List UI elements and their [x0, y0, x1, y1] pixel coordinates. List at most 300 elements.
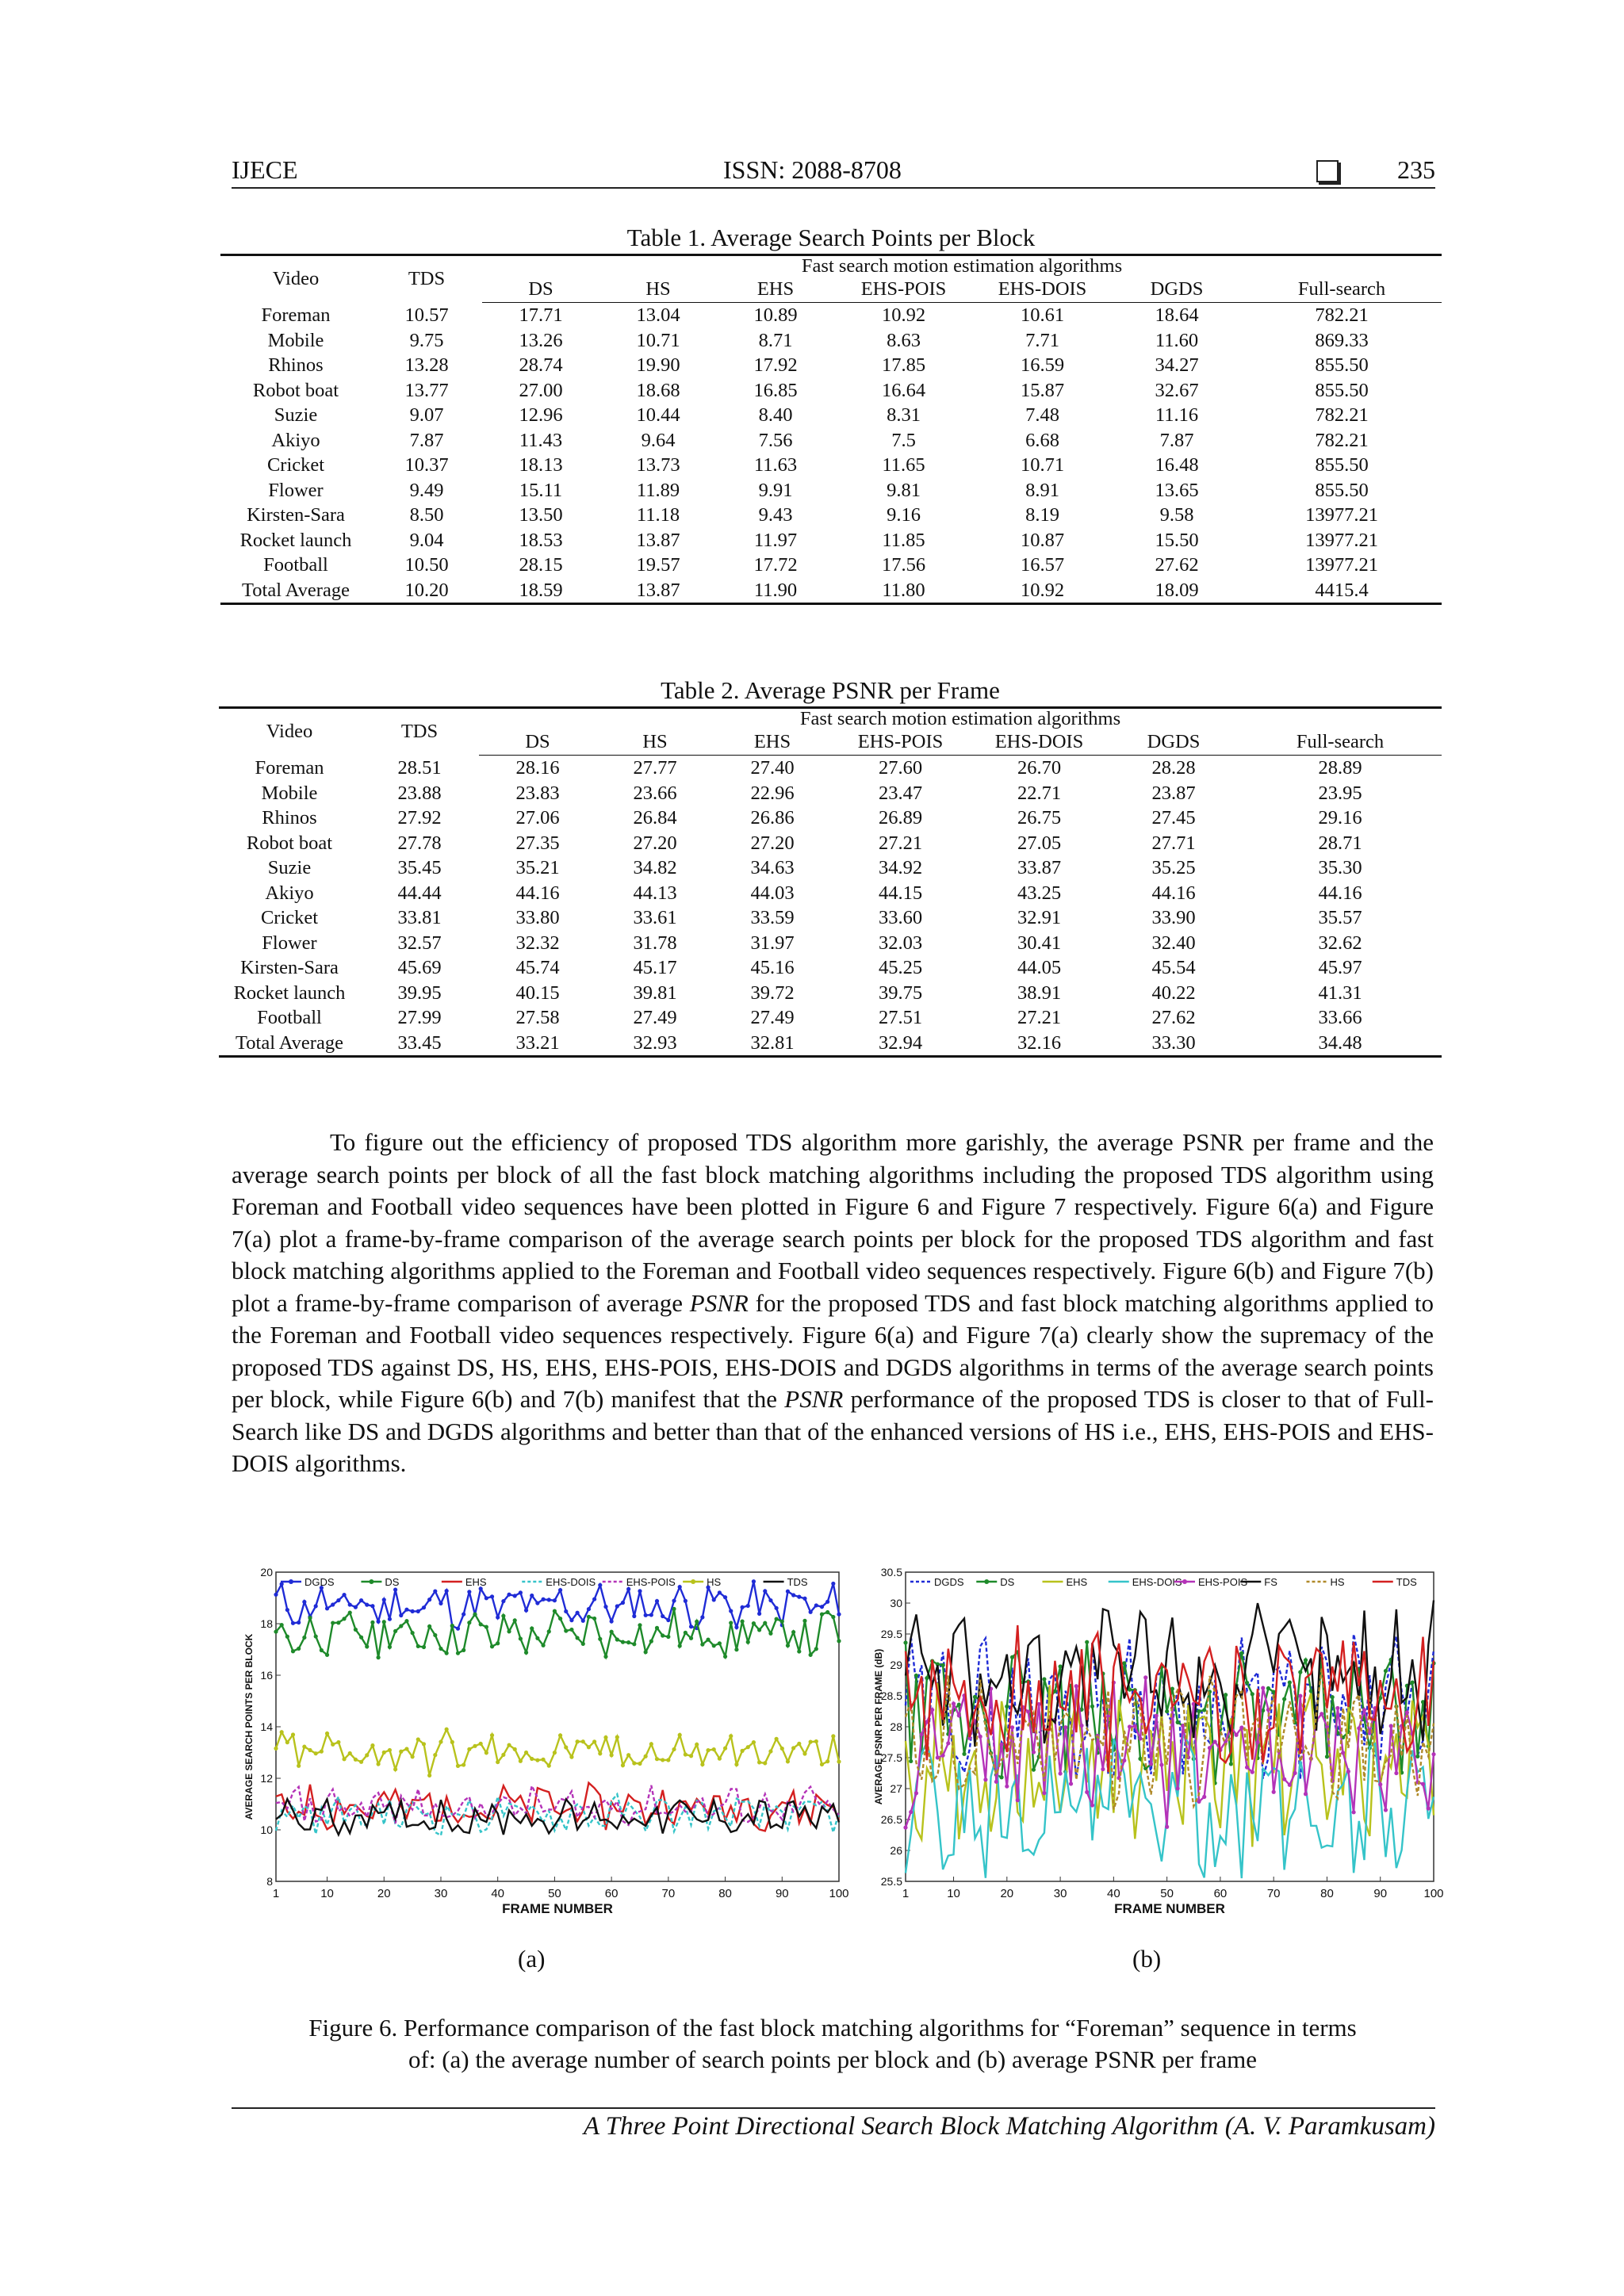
data-point	[411, 1631, 415, 1635]
data-point	[280, 1623, 284, 1627]
data-point	[336, 1740, 340, 1744]
data-point	[837, 1639, 841, 1643]
legend-label: FS	[1264, 1576, 1277, 1588]
data-point	[768, 1749, 772, 1753]
table-cell: 33.30	[1109, 1031, 1239, 1057]
data-point	[746, 1604, 750, 1608]
data-point	[1138, 1736, 1142, 1740]
data-point	[598, 1583, 602, 1587]
legend-label: EHS-DOIS	[546, 1576, 596, 1588]
table-cell: 16.85	[753, 379, 798, 401]
group-header: Fast search motion estimation algorithms	[482, 255, 1442, 277]
table-row	[220, 303, 1442, 328]
sub-col-header: EHS	[717, 277, 834, 303]
data-point	[746, 1745, 750, 1749]
data-point	[416, 1737, 420, 1741]
table-cell: 855.50	[1315, 479, 1369, 501]
subfigure-label-a: (a)	[518, 1945, 546, 1973]
data-point	[809, 1739, 813, 1743]
table-cell: 18.09	[1112, 578, 1242, 604]
data-point	[331, 1743, 335, 1747]
data-point	[519, 1636, 523, 1640]
table-cell: 8.63	[887, 329, 921, 351]
table-cell: 10.44	[636, 404, 680, 426]
data-point	[661, 1633, 665, 1637]
table-cell: 10.61	[1020, 304, 1065, 326]
data-point	[786, 1644, 790, 1647]
data-point	[1122, 1661, 1126, 1665]
data-point	[706, 1748, 710, 1752]
table-cell: 17.72	[753, 554, 798, 576]
table-cell: 15.50	[1155, 529, 1199, 551]
table-cell: 8.50	[409, 504, 444, 526]
table-cell: 18.68	[636, 379, 680, 401]
data-point	[342, 1757, 346, 1761]
data-point	[757, 1628, 761, 1632]
data-point	[547, 1629, 551, 1633]
table-row	[219, 806, 1442, 831]
data-point	[775, 1617, 779, 1621]
table-cell: 13977.21	[1305, 529, 1378, 551]
table-cell: 32.81	[714, 1031, 831, 1057]
table-cell: 6.68	[1025, 429, 1059, 451]
data-point	[962, 1752, 966, 1756]
data-point	[308, 1748, 312, 1752]
data-point	[740, 1749, 744, 1753]
table-cell: 44.16	[1318, 882, 1362, 904]
data-point	[925, 1676, 929, 1680]
table-cell: 33.45	[360, 1031, 479, 1057]
data-point	[291, 1649, 295, 1653]
data-point	[644, 1755, 648, 1758]
data-point	[791, 1630, 795, 1634]
data-point	[581, 1739, 585, 1743]
table-cell: 11.89	[636, 479, 680, 501]
data-point	[802, 1597, 806, 1601]
data-point	[404, 1608, 408, 1612]
data-point	[802, 1619, 806, 1623]
data-point	[678, 1585, 682, 1589]
data-point	[354, 1628, 358, 1632]
data-point	[348, 1751, 352, 1755]
data-point	[757, 1612, 761, 1616]
table-row	[220, 453, 1442, 478]
data-point	[734, 1625, 738, 1629]
data-point	[626, 1640, 630, 1644]
table-cell: 44.05	[1017, 957, 1062, 978]
data-point	[1282, 1777, 1286, 1781]
legend-marker	[984, 1579, 989, 1584]
data-point	[274, 1747, 278, 1751]
table-cell: 27.92	[397, 807, 442, 828]
table-cell: 28.16	[515, 757, 560, 779]
row-label: Rocket launch	[233, 982, 346, 1004]
data-point	[768, 1632, 772, 1636]
data-point	[501, 1599, 505, 1603]
data-point	[740, 1619, 744, 1623]
data-point	[541, 1644, 545, 1647]
table-cell: 44.03	[750, 882, 795, 904]
table-cell: 32.40	[1151, 932, 1196, 954]
data-point	[467, 1621, 471, 1624]
data-point	[1362, 1708, 1366, 1712]
table-cell: 27.77	[633, 757, 677, 779]
table-cell: 35.25	[1151, 857, 1196, 878]
data-point	[485, 1751, 488, 1755]
data-point	[433, 1633, 437, 1637]
table-cell: 10.71	[636, 329, 680, 351]
data-point	[569, 1755, 573, 1759]
data-point	[1251, 1770, 1254, 1774]
data-point	[1431, 1752, 1435, 1756]
data-point	[780, 1747, 784, 1751]
legend-label: TDS	[787, 1576, 808, 1588]
data-point	[678, 1733, 682, 1737]
table-cell: 34.92	[878, 857, 923, 878]
data-point	[1175, 1786, 1179, 1790]
data-point	[524, 1609, 528, 1613]
table-row	[219, 855, 1442, 881]
table-cell: 855.50	[1315, 354, 1369, 376]
data-point	[1085, 1640, 1089, 1644]
data-point	[427, 1598, 431, 1601]
data-point	[809, 1653, 813, 1657]
legend-marker	[289, 1579, 293, 1584]
data-point	[1032, 1750, 1036, 1754]
x-tick-label: 40	[1107, 1887, 1120, 1900]
data-point	[797, 1595, 801, 1599]
data-point	[1090, 1803, 1094, 1807]
table-cell: 43.25	[1017, 882, 1062, 904]
table-cell: 27.21	[878, 832, 923, 854]
data-point	[740, 1605, 744, 1609]
data-point	[1298, 1670, 1302, 1674]
table-cell: 7.87	[1159, 429, 1194, 451]
col-tds-header: TDS	[360, 708, 479, 756]
table-cell: 27.49	[750, 1007, 795, 1028]
data-point	[325, 1653, 329, 1657]
table-cell: 34.82	[633, 857, 677, 878]
data-point	[1224, 1693, 1228, 1697]
data-point	[314, 1751, 318, 1755]
data-point	[519, 1759, 523, 1763]
legend-marker	[691, 1579, 695, 1584]
y-tick-label: 26	[890, 1844, 902, 1857]
group-header: Fast search motion estimation algorithms	[479, 708, 1442, 730]
data-point	[700, 1643, 704, 1647]
table-cell: 22.71	[1017, 782, 1062, 804]
table-cell: 39.95	[397, 982, 442, 1004]
data-point	[775, 1737, 779, 1741]
table-cell: 32.03	[878, 932, 923, 954]
data-point	[462, 1648, 465, 1652]
data-point	[786, 1590, 790, 1594]
data-point	[404, 1747, 408, 1751]
data-point	[952, 1701, 956, 1705]
y-tick-label: 27	[890, 1782, 902, 1795]
table-cell: 10.37	[404, 454, 449, 476]
table-cell: 31.78	[633, 932, 677, 954]
data-point	[456, 1764, 460, 1768]
data-point	[632, 1614, 636, 1618]
table-cell: 9.43	[758, 504, 793, 526]
table-cell: 18.64	[1155, 304, 1199, 326]
data-point	[535, 1601, 539, 1605]
table-cell: 12.96	[519, 404, 563, 426]
table-cell: 11.65	[882, 454, 925, 476]
data-point	[718, 1590, 722, 1594]
table-row	[220, 378, 1442, 404]
data-point	[655, 1757, 659, 1761]
data-point	[592, 1617, 596, 1621]
figure-6a	[238, 1559, 848, 1924]
row-label: Kirsten-Sara	[240, 957, 339, 978]
table-cell: 34.48	[1239, 1031, 1442, 1057]
data-point	[837, 1759, 841, 1763]
table-cell: 27.21	[1017, 1007, 1062, 1028]
table-2-caption: Table 2. Average PSNR per Frame	[661, 676, 1000, 704]
table-row	[219, 931, 1442, 956]
data-point	[825, 1600, 829, 1604]
data-point	[797, 1742, 801, 1746]
data-point	[712, 1644, 716, 1647]
data-point	[302, 1745, 306, 1749]
table-row	[220, 478, 1442, 503]
data-point	[445, 1728, 449, 1732]
x-tick-label: 90	[775, 1887, 789, 1900]
x-tick-label: 50	[1160, 1887, 1174, 1900]
data-point	[1079, 1724, 1083, 1728]
para-text-3: performance of the proposed TDS is closer to that of Full-Search like DS and DGDS algorithms and better than that of the enhanced versions of HS i.e., EHS, EHS-POIS and EHS-DOIS algorithms.	[232, 1385, 1434, 1477]
table-cell: 33.66	[1318, 1007, 1362, 1028]
data-point	[576, 1611, 580, 1615]
table-cell: 33.60	[878, 907, 923, 928]
data-point	[649, 1742, 653, 1746]
data-point	[297, 1647, 301, 1651]
table-cell: 44.16	[515, 882, 560, 904]
data-point	[909, 1810, 913, 1814]
data-point	[524, 1751, 528, 1755]
data-point	[399, 1624, 403, 1628]
data-point	[914, 1674, 918, 1678]
table-cell: 7.48	[1025, 404, 1059, 426]
data-point	[274, 1593, 278, 1597]
data-point	[734, 1762, 738, 1766]
table-cell: 782.21	[1315, 429, 1369, 451]
x-tick-label: 80	[1320, 1887, 1334, 1900]
data-point	[1005, 1785, 1009, 1789]
subfigure-label-b: (b)	[1132, 1945, 1162, 1973]
table-cell: 13.50	[519, 504, 563, 526]
data-point	[1288, 1783, 1292, 1787]
table-cell: 10.87	[1020, 529, 1065, 551]
data-point	[513, 1618, 517, 1622]
data-point	[274, 1629, 278, 1633]
table-cell: 45.74	[515, 957, 560, 978]
table-row	[219, 881, 1442, 906]
data-point	[558, 1588, 562, 1592]
data-point	[626, 1753, 630, 1757]
data-point	[456, 1627, 460, 1631]
table-cell: 40.15	[515, 982, 560, 1004]
data-point	[684, 1599, 688, 1603]
data-point	[1042, 1791, 1046, 1795]
table-cell: 32.94	[831, 1031, 970, 1057]
table-row	[220, 578, 1442, 604]
table-cell: 7.87	[409, 429, 444, 451]
data-point	[285, 1608, 289, 1612]
col-video-header: Video	[220, 255, 371, 303]
data-point	[576, 1739, 580, 1743]
data-point	[615, 1604, 619, 1608]
table-cell: 27.45	[1151, 807, 1196, 828]
data-point	[439, 1601, 442, 1605]
data-point	[587, 1745, 591, 1749]
table-cell: 7.5	[891, 429, 916, 451]
data-point	[672, 1607, 676, 1611]
table-cell: 869.33	[1315, 329, 1369, 351]
data-point	[1032, 1768, 1036, 1772]
data-point	[541, 1758, 545, 1762]
data-point	[768, 1598, 772, 1602]
data-point	[718, 1641, 722, 1645]
data-point	[576, 1636, 580, 1640]
data-point	[1005, 1705, 1009, 1709]
data-point	[280, 1730, 284, 1734]
table-cell: 28.51	[397, 756, 442, 779]
data-point	[1197, 1800, 1201, 1804]
data-point	[1384, 1808, 1388, 1812]
table-cell: 10.71	[1020, 454, 1065, 476]
data-point	[729, 1734, 733, 1738]
data-point	[1320, 1712, 1323, 1716]
y-tick-label: 29	[890, 1659, 902, 1671]
table-cell: 39.75	[878, 982, 923, 1004]
data-point	[433, 1753, 437, 1757]
data-point	[513, 1594, 517, 1598]
data-point	[359, 1636, 363, 1640]
data-point	[610, 1619, 614, 1623]
x-tick-label: 60	[604, 1887, 619, 1900]
data-point	[496, 1641, 500, 1645]
data-point	[649, 1613, 653, 1617]
data-point	[496, 1615, 500, 1619]
data-point	[325, 1606, 329, 1610]
x-tick-label: 1	[902, 1887, 910, 1900]
data-point	[814, 1603, 818, 1607]
table-cell: 32.32	[515, 932, 560, 954]
table-cell: 13977.21	[1305, 504, 1378, 526]
x-tick-label: 30	[1053, 1887, 1067, 1900]
data-point	[661, 1614, 665, 1618]
data-point	[359, 1760, 363, 1764]
data-point	[581, 1619, 585, 1623]
legend-label: DGDS	[934, 1576, 964, 1588]
data-point	[831, 1582, 835, 1586]
table-1-caption: Table 1. Average Search Points per Block	[626, 224, 1036, 251]
table-row	[219, 1005, 1442, 1031]
data-point	[903, 1826, 907, 1830]
data-point	[615, 1637, 619, 1641]
data-point	[1159, 1762, 1163, 1766]
data-point	[416, 1644, 420, 1648]
data-point	[376, 1655, 380, 1659]
row-label: Akiyo	[271, 429, 320, 451]
data-point	[1245, 1681, 1249, 1685]
x-axis-label: FRAME NUMBER	[502, 1901, 613, 1916]
legend-label: EHS-DOIS	[1132, 1576, 1182, 1588]
data-point	[920, 1732, 924, 1736]
table-cell: 40.22	[1151, 982, 1196, 1004]
col-video-header: Video	[219, 708, 360, 756]
table-cell: 31.97	[750, 932, 795, 954]
table-row	[219, 955, 1442, 981]
data-point	[365, 1753, 369, 1757]
table-cell: 28.74	[519, 354, 563, 376]
data-point	[1069, 1781, 1073, 1785]
legend-label: EHS-POIS	[626, 1576, 676, 1588]
table-row	[219, 905, 1442, 931]
table-row	[219, 831, 1442, 856]
data-point	[914, 1791, 918, 1795]
x-tick-label: 20	[1000, 1887, 1014, 1900]
table-cell: 16.57	[1020, 554, 1065, 576]
data-point	[1421, 1782, 1425, 1786]
table-cell: 17.92	[753, 354, 798, 376]
data-point	[456, 1651, 460, 1655]
table-cell: 33.61	[633, 907, 677, 928]
table-row	[220, 428, 1442, 453]
data-point	[615, 1735, 619, 1739]
sub-col-header: Full-search	[1242, 277, 1442, 303]
data-point	[507, 1629, 511, 1633]
data-point	[467, 1590, 471, 1594]
table-cell: 27.62	[1155, 554, 1199, 576]
sub-col-header: EHS-POIS	[834, 277, 973, 303]
data-point	[1298, 1694, 1302, 1698]
data-point	[752, 1740, 756, 1744]
footer-rule	[232, 2107, 1435, 2109]
data-point	[1266, 1686, 1270, 1690]
legend-label: HS	[1330, 1576, 1345, 1588]
table-cell: 27.62	[1151, 1007, 1196, 1028]
data-point	[302, 1636, 306, 1640]
data-point	[297, 1764, 301, 1768]
data-point	[291, 1732, 295, 1736]
table-cell: 11.85	[882, 529, 925, 551]
data-point	[684, 1752, 688, 1756]
data-point	[569, 1618, 573, 1622]
data-point	[314, 1604, 318, 1608]
data-point	[1026, 1709, 1030, 1713]
data-point	[587, 1607, 591, 1611]
table-cell: 13.26	[519, 329, 563, 351]
y-tick-label: 18	[260, 1617, 273, 1630]
x-tick-label: 70	[1266, 1887, 1281, 1900]
data-point	[700, 1762, 704, 1766]
data-point	[1351, 1810, 1355, 1814]
data-point	[723, 1655, 727, 1659]
data-point	[1143, 1675, 1147, 1679]
data-point	[320, 1750, 324, 1754]
data-point	[712, 1747, 716, 1751]
table-cell: 4415.4	[1242, 578, 1442, 604]
row-label: Rhinos	[268, 354, 324, 376]
table-cell: 35.30	[1318, 857, 1362, 878]
x-tick-label: 10	[320, 1887, 334, 1900]
data-point	[1239, 1651, 1243, 1655]
table-cell: 34.27	[1155, 354, 1199, 376]
